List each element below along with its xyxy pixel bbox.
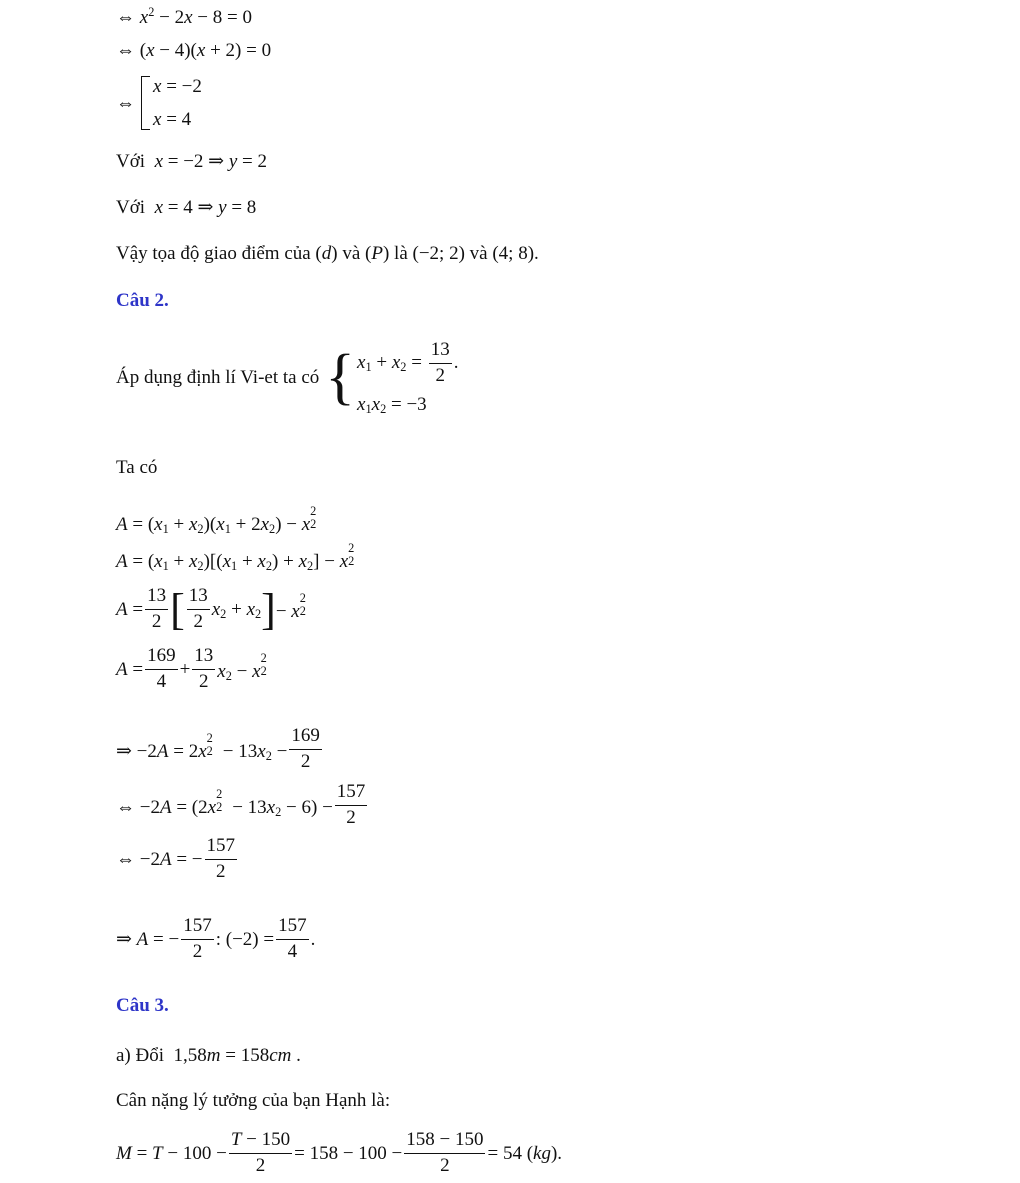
heading-cau-2: Câu 2. <box>116 290 169 311</box>
ta-co: Ta có <box>116 457 158 478</box>
expr-a-4: A = $\frac{169}{4}$ + $\frac{13}{2}$ $x_2 - x$ 2 2 <box>116 645 267 692</box>
heading-cau-3: Câu 3. <box>116 995 169 1016</box>
expr-a-3: A = $\frac{13}{2}$ [ $\frac{13}{2}$ $x_2 + x_2$ ] − x 2 2 <box>116 584 306 634</box>
solution-x-minus-2: x = −2 <box>153 76 202 97</box>
conclusion-intersection: Vậy tọa độ giao điểm của (d) và (P) là (−2; 2) và (4; 8). <box>116 243 539 264</box>
expr-a-2: $A = (x_1 + x_2)[(x_1 + x_2) + x_2] - x$ 2 2 <box>116 540 355 574</box>
ideal-weight-intro: Cân nặng lý tưởng của bạn Hạnh là: <box>116 1090 391 1111</box>
solution-x-4: x = 4 <box>153 109 192 130</box>
case-x-minus-2: Với x = −2 ⇒ y = 2 <box>116 151 268 172</box>
expr-b-1: ⇒ −2A = 2x 2 2 − $13x_2$ − $\frac{169}{2}$ <box>116 725 320 772</box>
expr-b-2: ⇔ −2A = (2x 2 2 − $13x_2 - 6$) − $\frac{157}{2}$ <box>116 781 366 828</box>
case-x-4: Với x = 4 ⇒ y = 8 <box>116 197 257 218</box>
vieta-sum: $x_1 + x_2$ = $\frac{13}{2}$ . <box>357 339 459 386</box>
equation-line-2: ⇔ (x − 4)(x + 2) = 0 <box>116 40 272 61</box>
expr-b-3: ⇔ −2A = − $\frac{157}{2}$ <box>116 835 236 882</box>
vieta-statement: Áp dụng định lí Vi-et ta có { $x_1 + x_2$ = $\frac{13}{2}$ . $x_1x_2 = -3$ <box>116 339 459 417</box>
unit-conversion: a) Đổi 1,58m = 158cm . <box>116 1045 301 1066</box>
vieta-product: $x_1x_2 = -3$ <box>357 394 427 417</box>
expr-b-4: ⇒ A = − $\frac{157}{2}$ : (−2) = $\frac{157}{4}$ . <box>116 915 316 962</box>
vieta-text: Áp dụng định lí Vi-et ta có <box>116 366 320 388</box>
equation-line-3-solutions: ⇔ x = −2 x = 4 <box>116 76 202 130</box>
expr-a-1: $A = (x_1 + x_2)(x_1 + 2x_2) - x$ 2 2 <box>116 503 317 537</box>
equation-line-1: ⇔ $x^2 - 2x - 8 = 0$ <box>116 5 252 28</box>
ideal-weight-formula: M = T − 100 − $\frac{T - 150}{2}$ = 158 − 100 − $\frac{158 - 150}{2}$ = 54 (kg). <box>116 1129 563 1176</box>
